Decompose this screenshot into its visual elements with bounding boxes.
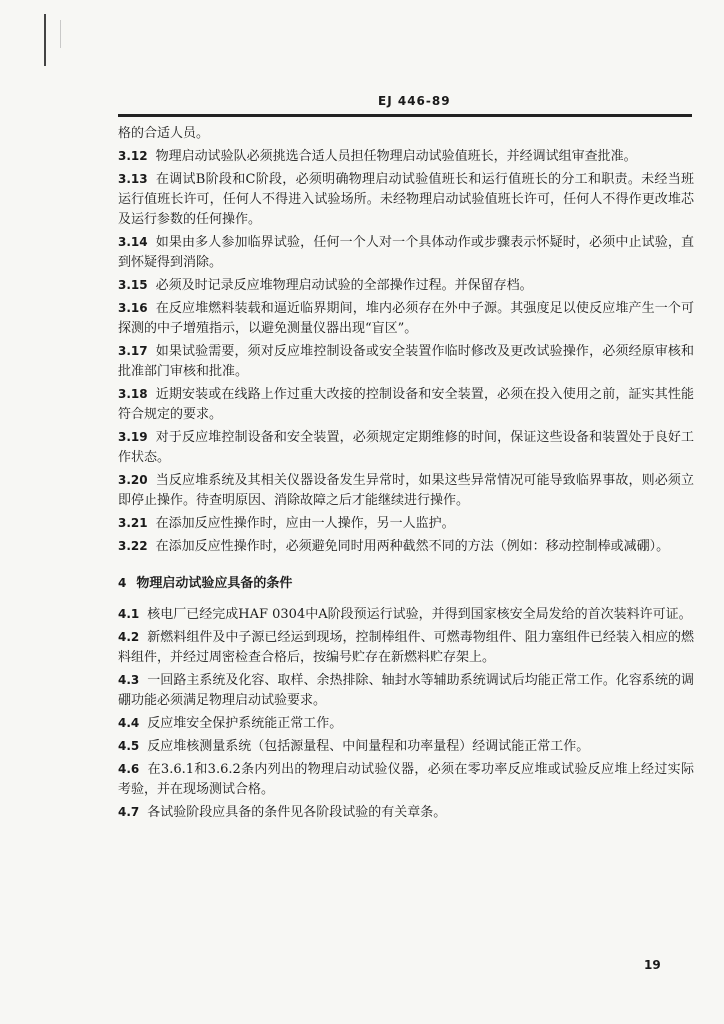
paragraph-3-15 (118, 275, 694, 296)
paragraph-text: 在添加反应性操作时，应由一人操作，另一人监护。 (155, 516, 455, 531)
clause-number: 4.3 (118, 673, 140, 687)
paragraph-3-20 (118, 470, 694, 511)
section-heading (118, 573, 694, 594)
header-rule (118, 114, 692, 117)
paragraph-text: 如果由多人参加临界试验，任何一个人对一个具体动作或步骤表示怀疑时，必须中止试验，直到怀疑得到消除。 (118, 235, 694, 270)
clause-number: 4.6 (118, 762, 140, 776)
paragraph-text: 当反应堆系统及其相关仪器设备发生异常时，如果这些异常情况可能导致临界事故，则必须立即停止操作。待查明原因、消除故障之后才能继续进行操作。 (118, 473, 694, 508)
page-content (118, 124, 694, 825)
paragraph-text: 必须及时记录反应堆物理启动试验的全部操作过程。并保留存档。 (155, 278, 533, 293)
paragraph-4-6 (118, 759, 694, 800)
clause-number: 3.14 (118, 235, 148, 249)
paragraph-3-19 (118, 427, 694, 468)
paragraph-4-5 (118, 736, 694, 757)
paragraph-text: 对于反应堆控制设备和安全装置，必须规定定期维修的时间，保证这些设备和装置处于良好工作状态。 (118, 430, 694, 465)
page-number: 19 (644, 958, 661, 972)
section-title-text: 物理启动试验应具备的条件 (136, 576, 293, 591)
clause-number: 4.5 (118, 739, 140, 753)
paragraph-text: 核电厂已经完成HAF 0304中A阶段预运行试验，并得到国家核安全局发给的首次装料许可证。 (147, 607, 692, 622)
clause-number: 3.16 (118, 301, 148, 315)
paragraph-3-16 (118, 298, 694, 339)
clause-number: 4.2 (118, 630, 140, 644)
paragraph-text: 在调试B阶段和C阶段，必须明确物理启动试验值班长和运行值班长的分工和职责。未经当班运行值班长许可，任何人不得进入试验场所。未经物理启动试验值班长许可，任何人不得作更改堆芯及运行参数的任何操作。 (118, 172, 694, 227)
clause-number: 4.4 (118, 716, 140, 730)
clause-number: 4.7 (118, 805, 140, 819)
paragraph-4-2 (118, 627, 694, 668)
clause-number: 3.12 (118, 149, 148, 163)
section-number: 4 (118, 576, 127, 590)
paragraph-3-14 (118, 232, 694, 273)
clause-number: 3.21 (118, 516, 148, 530)
clause-number: 3.20 (118, 473, 148, 487)
binding-mark (60, 20, 67, 48)
paragraph-4-3 (118, 670, 694, 711)
clause-number: 4.1 (118, 607, 140, 621)
paragraph-continuation (118, 124, 694, 144)
clause-number: 3.17 (118, 344, 148, 358)
paragraph-3-21 (118, 513, 694, 534)
paragraph-text: 格的合适人员。 (118, 126, 210, 141)
paragraph-text: 如果试验需要，须对反应堆控制设备或安全装置作临时修改及更改试验操作，必须经原审核和批准部门审核和批准。 (118, 344, 694, 379)
clause-number: 3.22 (118, 539, 148, 553)
paragraph-text: 近期安装或在线路上作过重大改接的控制设备和安全装置，必须在投入使用之前，証实其性能符合规定的要求。 (118, 387, 694, 422)
paragraph-text: 新燃料组件及中子源已经运到现场，控制棒组件、可燃毒物组件、阻力塞组件已经装入相应的燃料组件，并经过周密检查合格后，按编号贮存在新燃料贮存架上。 (118, 630, 694, 665)
clause-number: 3.13 (118, 172, 148, 186)
paragraph-4-4 (118, 713, 694, 734)
paragraph-3-12 (118, 146, 694, 167)
binding-line (44, 14, 46, 66)
paragraph-text: 在添加反应性操作时，必须避免同时用两种截然不同的方法（例如：移动控制棒或减硼）。 (155, 539, 670, 554)
paragraph-3-17 (118, 341, 694, 382)
document-code: EJ 446-89 (378, 94, 451, 108)
paragraph-text: 一回路主系统及化容、取样、余热排除、轴封水等辅助系统调试后均能正常工作。化容系统的调硼功能必须满足物理启动试验要求。 (118, 673, 694, 708)
paragraph-text: 各试验阶段应具备的条件见各阶段试验的有关章条。 (147, 805, 447, 820)
paragraph-4-1 (118, 604, 694, 625)
paragraph-3-18 (118, 384, 694, 425)
paragraph-text: 反应堆核测量系统（包括源量程、中间量程和功率量程）经调试能正常工作。 (147, 739, 590, 754)
paragraph-text: 物理启动试验队必须挑选合适人员担任物理启动试验值班长，并经调试组审查批准。 (155, 149, 637, 164)
clause-number: 3.15 (118, 278, 148, 292)
clause-number: 3.19 (118, 430, 148, 444)
paragraph-4-7 (118, 802, 694, 823)
paragraph-3-13 (118, 169, 694, 230)
paragraph-text: 在3.6.1和3.6.2条内列出的物理启动试验仪器，必须在零功率反应堆或试验反应堆上经过实际考验，并在现场测试合格。 (118, 762, 694, 797)
paragraph-text: 反应堆安全保护系统能正常工作。 (147, 716, 343, 731)
paragraph-3-22 (118, 536, 694, 557)
paragraph-text: 在反应堆燃料装载和逼近临界期间，堆内必须存在外中子源。其强度足以使反应堆产生一个可探测的中子增殖指示，以避免测量仪器出现“盲区”。 (118, 301, 694, 336)
clause-number: 3.18 (118, 387, 148, 401)
